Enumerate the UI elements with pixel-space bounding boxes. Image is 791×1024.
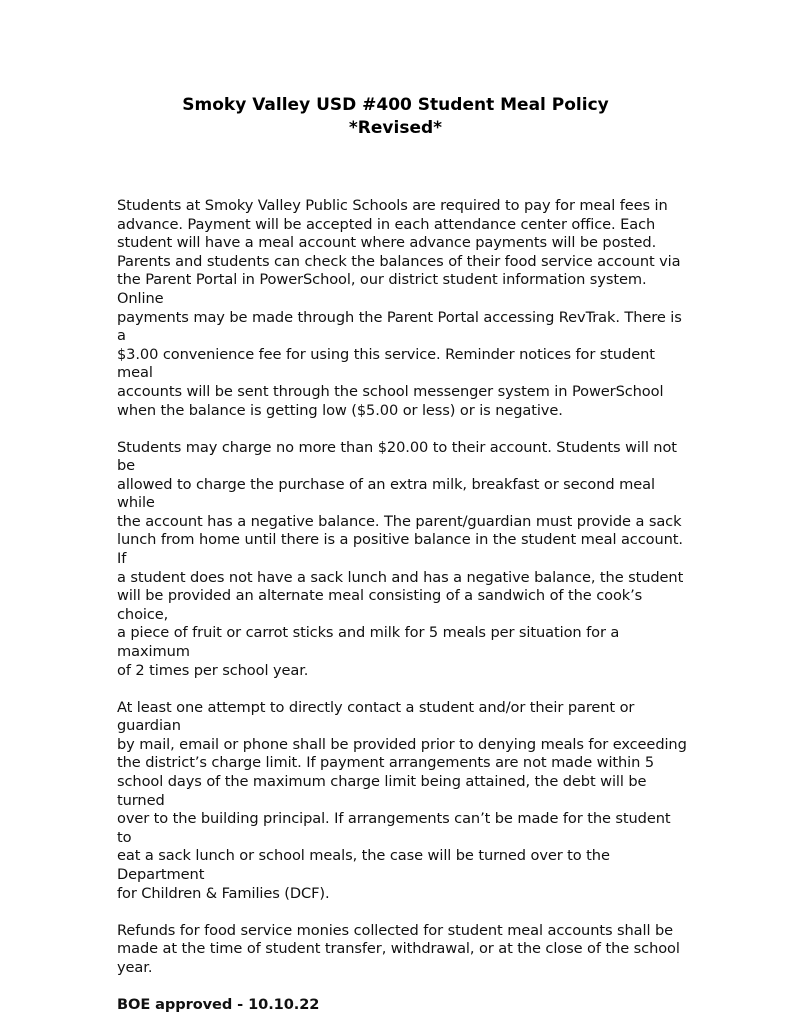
page-title: Smoky Valley USD #400 Student Meal Policy <box>182 95 609 115</box>
paragraph-refunds: Refunds for food service monies collected for student meal accounts shall be made at the time of student transfer, withdrawal, or at the close of the school year. <box>117 921 680 976</box>
document-heading <box>0 94 791 140</box>
paragraph-contact: At least one attempt to directly contact a student and/or their parent or guardian by mail, email or phone shall be provided prior to denying meals for exceeding the district’s charge limit. If payment arrangements are not made within 5 school days of the maximum charge limit being attained, the debt will be turned over to the building principal. If arrangements can’t be made for the student to eat a sack lunch or school meals, the case will be turned over to the Department for Children & Families (DCF). <box>117 698 687 902</box>
approval-note: BOE approved - 10.10.22 <box>117 995 320 1013</box>
document-body <box>117 197 687 1014</box>
page-subtitle: *Revised* <box>348 118 443 138</box>
paragraph-payment: Students at Smoky Valley Public Schools are required to pay for meal fees in advance. Payment will be accepted in each attendance center office. Each student will have a meal account where advance payments will be posted. Parents and students can check the balances of their food service account via the Parent Portal in PowerSchool, our district student information system. Online payments may be made through the Parent Portal accessing RevTrak. There is a $3.00 convenience fee for using this service. Reminder notices for student meal accounts will be sent through the school messenger system in PowerSchool when the balance is getting low ($5.00 or less) or is negative. <box>117 197 682 419</box>
paragraph-charge-limit: Students may charge no more than $20.00 to their account. Students will not be allowed to charge the purchase of an extra milk, breakfast or second meal while the account has a negative balance. The parent/guardian must provide a sack lunch from home until there is a positive balance in the student meal account. If a student does not have a sack lunch and has a negative balance, the student will be provided an alternate meal consisting of a sandwich of the cook’s choice, a piece of fruit or carrot sticks and milk for 5 meals per situation for a maximum of 2 times per school year. <box>117 438 684 679</box>
